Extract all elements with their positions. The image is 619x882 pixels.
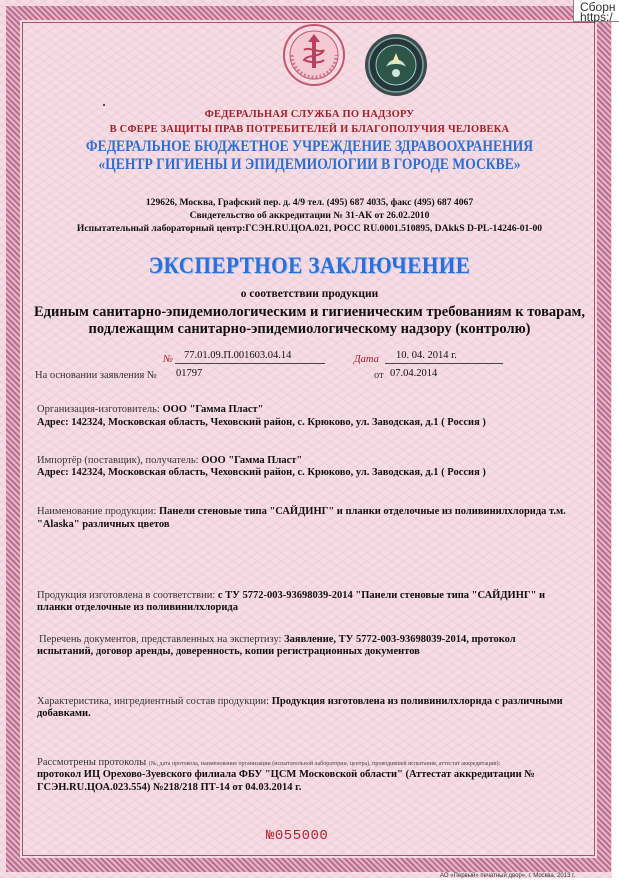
header-line2: В СФЕРЕ ЗАЩИТЫ ПРАВ ПОТРЕБИТЕЛЕЙ И БЛАГОПОЛУЧИЯ ЧЕЛОВЕКА xyxy=(109,124,510,135)
importer-name: ООО "Гамма Пласт" xyxy=(201,455,303,466)
composition-label: Характеристика, ингредиентный состав продукции: xyxy=(37,696,270,707)
manufacturer-row xyxy=(37,403,263,417)
header-line3: ФЕДЕРАЛЬНОЕ БЮДЖЕТНОЕ УЧРЕЖДЕНИЕ ЗДРАВООХРАНЕНИЯ xyxy=(85,138,534,155)
url-fragment-line1: Сборн xyxy=(580,0,616,14)
form-number: №055000 xyxy=(266,828,329,844)
manufacturer-address: Адрес: 142324, Московская область, Чеховский район, с. Крюково, ул. Заводская, д.1 ( Россия ) xyxy=(37,417,486,428)
documents-value-line2: испытаний, договор аренды, доверенность, копии регистрационных документов xyxy=(37,646,420,657)
rospotrebnadzor-emblem xyxy=(278,20,350,90)
printer-footer: АО «Первый» печатный двор», г. Москва, 2013 г. xyxy=(440,873,576,879)
subtitle-requirements: Единым санитарно-эпидемиологическим и гигиеническим требованиям к товарам, xyxy=(34,304,585,320)
hologram-seal xyxy=(364,33,428,97)
accreditation-line: Свидетельство об аккредитации № 31-АК от 26.02.2010 xyxy=(189,210,430,221)
date-underline xyxy=(385,363,503,364)
speck-mark xyxy=(103,104,105,106)
browser-url-fragment[interactable] xyxy=(573,0,619,22)
importer-address: Адрес: 142324, Московская область, Чеховский район, с. Крюково, ул. Заводская, д.1 ( Россия ) xyxy=(37,467,486,478)
product-value-line2: "Alaska" различных цветов xyxy=(37,519,170,530)
date-value: 10. 04. 2014 г. xyxy=(396,350,457,361)
composition-value-line1: Продукция изготовлена из поливинилхлорида с различными xyxy=(271,696,563,707)
importer-label: Импортёр (поставщик), получатель: xyxy=(37,455,199,466)
product-label: Наименование продукции: xyxy=(37,506,157,517)
made-per-value-line2: планки отделочные из поливинилхлорида xyxy=(37,602,238,613)
protocols-label: Рассмотрены протоколы xyxy=(37,757,147,768)
protocols-value-line1: протокол ИЦ Орехово-Зуевского филиала ФБУ "ЦСМ Московской области" (Аттестат аккредитации № xyxy=(37,769,535,780)
protocols-note: (№, дата протокола, наименование организации (испытательной лаборатории, центра), проводившей испытания, аттестат аккредитации): xyxy=(148,761,501,767)
from-value: 07.04.2014 xyxy=(390,368,438,379)
composition-value-line2: добавками. xyxy=(37,708,91,719)
product-row xyxy=(37,505,566,519)
composition-row xyxy=(37,695,563,709)
documents-value-line1: Заявление, ТУ 5772-003-93698039-2014, протокол xyxy=(284,634,516,645)
made-per-label: Продукция изготовлена в соответствии: xyxy=(37,590,216,601)
number-value: 77.01.09.П.001603.04.14 xyxy=(184,350,292,361)
basis-label: На основании заявления № xyxy=(35,370,157,381)
documents-label: Перечень документов, представленных на экспертизу: xyxy=(39,634,282,645)
made-per-value-line1: с ТУ 5772-003-93698039-2014 "Панели стеновые типа "САЙДИНГ" и xyxy=(217,590,546,601)
product-value-line1: Панели стеновые типа "САЙДИНГ" и планки отделочные из поливинилхлорида т.м. xyxy=(158,506,566,517)
url-fragment-line2: https:/ xyxy=(580,10,613,24)
basis-value: 01797 xyxy=(176,368,203,379)
header-line1: ФЕДЕРАЛЬНАЯ СЛУЖБА ПО НАДЗОРУ xyxy=(204,109,415,120)
subtitle-supervision: подлежащим санитарно-эпидемиологическому надзору (контролю) xyxy=(88,321,531,337)
manufacturer-name: ООО "Гамма Пласт" xyxy=(162,404,264,415)
lab-center-line: Испытательный лабораторный центр:ГСЭН.RU.ЦОА.021, РОСС RU.0001.510895, DAkkS D-PL-14246-01-00 xyxy=(76,223,543,234)
subtitle-conformity: о соответствии продукции xyxy=(240,288,379,300)
from-label: от xyxy=(374,370,384,381)
number-label: № xyxy=(163,354,173,365)
document-title: ЭКСПЕРТНОЕ ЗАКЛЮЧЕНИЕ xyxy=(148,253,471,278)
protocols-value-line2: ГСЭН.RU.ЦОА.023.554) №218/218 ПТ-14 от 04.03.2014 г. xyxy=(37,782,302,793)
date-label: Дата xyxy=(354,354,379,365)
number-underline xyxy=(175,363,325,364)
manufacturer-label: Организация-изготовитель: xyxy=(37,404,160,415)
header-line4: «ЦЕНТР ГИГИЕНЫ И ЭПИДЕМИОЛОГИИ В ГОРОДЕ МОСКВЕ» xyxy=(98,156,521,173)
institution-address: 129626, Москва, Графский пер. д. 4/9 тел. (495) 687 4035, факс (495) 687 4067 xyxy=(145,197,474,208)
